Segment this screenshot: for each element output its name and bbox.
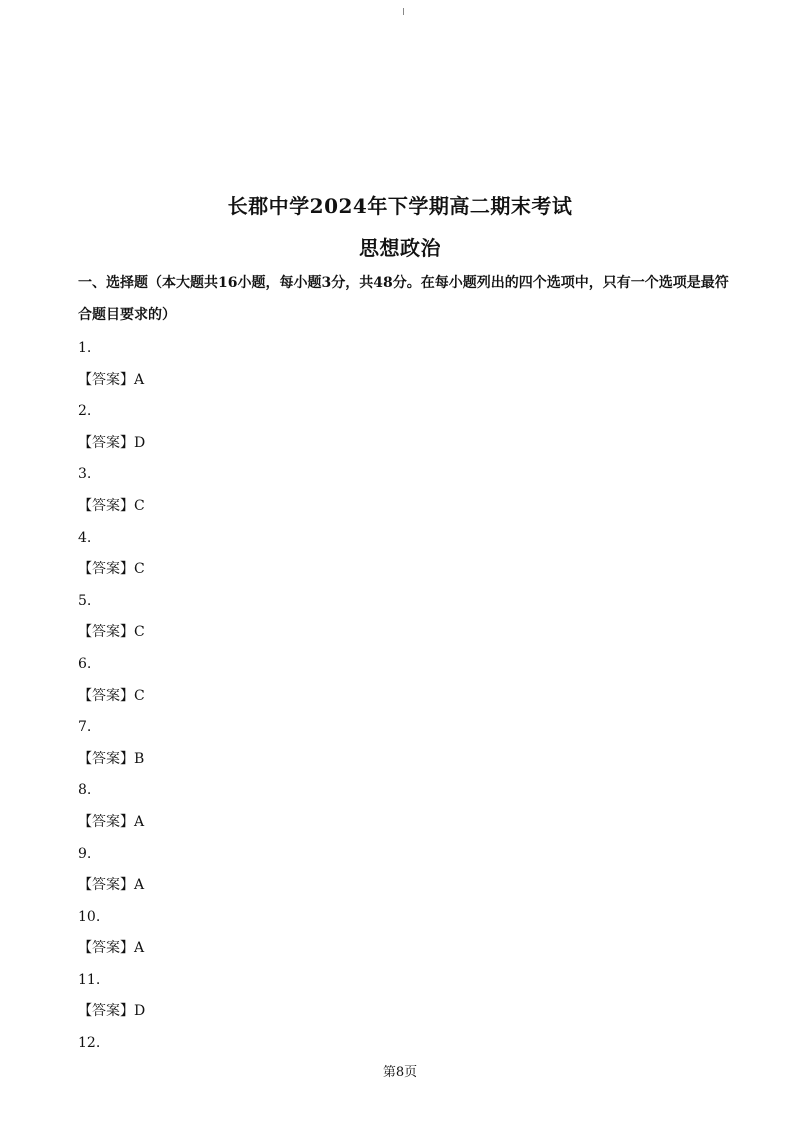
answer-value: B <box>134 750 145 767</box>
question-number: 11. <box>78 971 101 988</box>
question-number: 4. <box>78 529 92 546</box>
answer-value: C <box>134 561 145 578</box>
page-number: 第8页 <box>382 1065 418 1080</box>
question-list <box>78 333 738 1060</box>
question-number: 8. <box>78 782 92 799</box>
question-number: 10. <box>78 908 101 925</box>
answer-line <box>78 870 738 902</box>
question-number: 6. <box>78 655 92 672</box>
answer-line <box>78 933 738 965</box>
answer-line <box>78 617 738 649</box>
answer-line <box>78 365 738 397</box>
answer-line <box>78 996 738 1028</box>
answer-value: A <box>134 940 145 957</box>
question-number: 9. <box>78 845 92 862</box>
answer-label: 【答案】 <box>78 813 134 830</box>
answer-label: 【答案】 <box>78 624 134 641</box>
question-number: 2. <box>78 403 92 420</box>
question-number: 1. <box>78 340 92 356</box>
answer-value: C <box>134 624 145 641</box>
document-subject: 思想政治 <box>359 236 441 260</box>
answer-label: 【答案】 <box>78 371 134 388</box>
answer-label: 【答案】 <box>78 877 134 894</box>
document-title: 长郡中学2024年下学期高二期末考试 <box>227 194 573 218</box>
answer-line <box>78 807 738 839</box>
answer-value: C <box>134 687 145 704</box>
answer-label: 【答案】 <box>78 750 134 767</box>
top-margin-mark <box>403 8 404 15</box>
answer-line <box>78 681 738 713</box>
answer-label: 【答案】 <box>78 434 134 451</box>
answer-label: 【答案】 <box>78 687 134 704</box>
section-heading: 一、选择题（本大题共16小题，每小题3分，共48分。在每小题列出的四个选项中，只有一个选项是最符合题目要求的） <box>78 275 729 323</box>
answer-label: 【答案】 <box>78 940 134 957</box>
question-number: 3. <box>78 466 92 483</box>
answer-value: A <box>134 877 145 894</box>
question-number: 12. <box>78 1035 101 1052</box>
answer-value: C <box>134 497 145 514</box>
answer-line <box>78 428 738 460</box>
answer-label: 【答案】 <box>78 1003 134 1020</box>
answer-line <box>78 491 738 523</box>
answer-value: D <box>134 1003 146 1020</box>
answer-value: A <box>134 813 145 830</box>
answer-label: 【答案】 <box>78 497 134 514</box>
answer-value: A <box>134 371 145 388</box>
answer-line <box>78 744 738 776</box>
answer-label: 【答案】 <box>78 561 134 578</box>
answer-value: D <box>134 434 146 451</box>
question-number: 7. <box>78 719 92 736</box>
question-number: 5. <box>78 592 92 609</box>
answer-line <box>78 554 738 586</box>
